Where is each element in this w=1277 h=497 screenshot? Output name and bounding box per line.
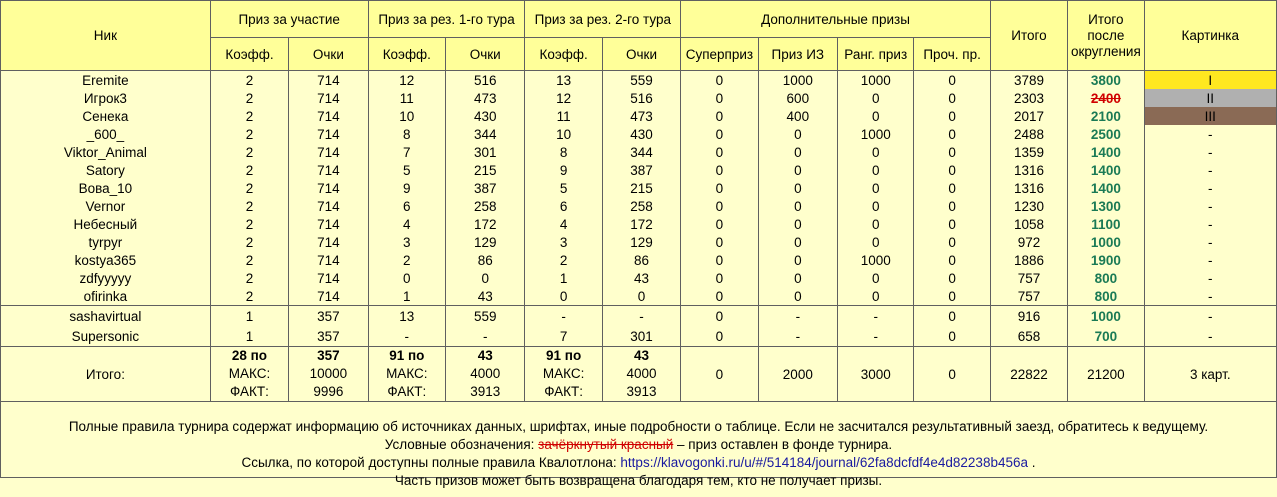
rank-prize-cell: - <box>838 326 914 347</box>
participation-points-cell: 714 <box>289 215 368 233</box>
table-row <box>1 107 1277 125</box>
table-row <box>1 326 1277 347</box>
other-prize-cell: 0 <box>914 326 990 347</box>
header-extra: Дополнительные призы <box>681 1 991 38</box>
participation-points-cell: 714 <box>289 269 368 287</box>
prize-iz-cell: 1000 <box>758 71 837 90</box>
round2-points-cell: 86 <box>602 251 680 269</box>
round2-coef-cell: 8 <box>525 143 602 161</box>
superprize-cell: 0 <box>681 326 758 347</box>
table-row <box>1 179 1277 197</box>
round1-coef-cell: 9 <box>368 179 445 197</box>
round1-points-cell: 430 <box>446 107 525 125</box>
table-row <box>1 197 1277 215</box>
legend-prefix: Условные обозначения: <box>384 437 539 452</box>
other-prize-cell: 0 <box>914 251 990 269</box>
totals-round2-coef: 91 по <box>546 348 582 363</box>
round2-points-cell: 473 <box>602 107 680 125</box>
round2-coef-cell: 0 <box>525 287 602 306</box>
round2-max: 4000 <box>626 366 657 381</box>
round1-points-cell: 516 <box>446 71 525 90</box>
total-cell: 916 <box>990 306 1067 327</box>
max-label: МАКС: <box>386 366 428 381</box>
total-cell: 757 <box>990 269 1067 287</box>
round2-coef-cell: 5 <box>525 179 602 197</box>
round1-coef-cell: 4 <box>368 215 445 233</box>
totals-rank-prize: 3000 <box>838 347 914 402</box>
round2-coef-cell: 13 <box>525 71 602 90</box>
totals-round1-points: 43 <box>477 348 493 363</box>
player-nick-cell: Игрок3 <box>1 89 211 107</box>
round2-coef-cell: 4 <box>525 215 602 233</box>
prize-iz-cell: 0 <box>758 233 837 251</box>
superprize-cell: 0 <box>681 107 758 125</box>
total-cell: 2017 <box>990 107 1067 125</box>
participation-points-cell: 714 <box>289 233 368 251</box>
participation-coef-cell: 2 <box>210 233 288 251</box>
round2-coef-cell: 6 <box>525 197 602 215</box>
round2-coef-cell: 10 <box>525 125 602 143</box>
table-row <box>1 306 1277 327</box>
superprize-cell: 0 <box>681 125 758 143</box>
prize-iz-cell: 0 <box>758 251 837 269</box>
rank-prize-cell: 0 <box>838 215 914 233</box>
round2-points-cell: 215 <box>602 179 680 197</box>
picture-cell: - <box>1144 125 1276 143</box>
round1-coef-cell: 7 <box>368 143 445 161</box>
link-prefix: Ссылка, по которой доступны полные правила Квалотлона: <box>241 455 621 470</box>
prize-iz-cell: 0 <box>758 269 837 287</box>
totals-row <box>1 347 1277 402</box>
participation-points-cell: 714 <box>289 179 368 197</box>
participation-coef-cell: 2 <box>210 179 288 197</box>
picture-cell: - <box>1144 179 1276 197</box>
participation-points-cell: 714 <box>289 89 368 107</box>
round2-points-cell: 301 <box>602 326 680 347</box>
total-cell: 2303 <box>990 89 1067 107</box>
player-nick-cell: Viktor_Animal <box>1 143 211 161</box>
participation-coef-cell: 1 <box>210 326 288 347</box>
round1-points-cell: 258 <box>446 197 525 215</box>
header-nick: Ник <box>1 1 211 71</box>
totals-pictures: 3 карт. <box>1144 347 1276 402</box>
superprize-cell: 0 <box>681 287 758 306</box>
participation-coef-cell: 2 <box>210 107 288 125</box>
participation-points-cell: 357 <box>289 306 368 327</box>
total-rounded-cell: 800 <box>1068 287 1144 306</box>
link-suffix: . <box>1028 455 1036 470</box>
player-nick-cell: ofirinka <box>1 287 211 306</box>
fact-label: ФАКТ: <box>230 384 269 399</box>
superprize-cell: 0 <box>681 269 758 287</box>
prize-iz-cell: 0 <box>758 287 837 306</box>
header-rank-prize: Ранг. приз <box>838 38 914 71</box>
table-row <box>1 215 1277 233</box>
prize-iz-cell: 600 <box>758 89 837 107</box>
round1-points-cell: 43 <box>446 287 525 306</box>
legend-struck-sample: зачёркнутый красный <box>538 437 674 452</box>
participation-points-cell: 714 <box>289 143 368 161</box>
other-prize-cell: 0 <box>914 287 990 306</box>
total-cell: 1886 <box>990 251 1067 269</box>
round1-coef-cell: 0 <box>368 269 445 287</box>
notes-line-rules: Полные правила турнира содержат информацию об источниках данных, шрифтах, иные подробности о таблице. Если не засчитался результативный заезд, обратитесь к ведущему. <box>68 419 1209 434</box>
table-row <box>1 89 1277 107</box>
header-round1: Приз за рез. 1-го тура <box>368 1 525 38</box>
superprize-cell: 0 <box>681 143 758 161</box>
participation-points-cell: 714 <box>289 125 368 143</box>
round2-points-cell: 344 <box>602 143 680 161</box>
other-prize-cell: 0 <box>914 161 990 179</box>
fact-label: ФАКТ: <box>544 384 584 399</box>
header-superprize: Суперприз <box>681 38 758 71</box>
superprize-cell: 0 <box>681 233 758 251</box>
other-prize-cell: 0 <box>914 233 990 251</box>
totals-other-prize: 0 <box>914 347 990 402</box>
picture-cell: II <box>1144 89 1276 107</box>
main-rows <box>1 71 1277 306</box>
round2-points-cell: 0 <box>602 287 680 306</box>
round2-fact: 3913 <box>626 384 657 399</box>
round2-coef-cell: 7 <box>525 326 602 347</box>
max-label: МАКС: <box>542 366 585 381</box>
header-coef: Коэфф. <box>210 38 288 71</box>
total-rounded-cell: 1400 <box>1068 161 1144 179</box>
totals-superprize: 0 <box>681 347 758 402</box>
table-row <box>1 269 1277 287</box>
other-prize-cell: 0 <box>914 71 990 90</box>
round2-coef-cell: 11 <box>525 107 602 125</box>
participation-coef-cell: 2 <box>210 125 288 143</box>
rank-prize-cell: 0 <box>838 197 914 215</box>
round2-coef-cell: 9 <box>525 161 602 179</box>
player-nick-cell: Небесный <box>1 215 211 233</box>
total-rounded-cell: 3800 <box>1068 71 1144 90</box>
round2-points-cell: 559 <box>602 71 680 90</box>
fact-label: ФАКТ: <box>387 384 427 399</box>
superprize-cell: 0 <box>681 215 758 233</box>
max-label: МАКС: <box>228 366 271 381</box>
rank-prize-cell: - <box>838 306 914 327</box>
notes-block <box>0 402 1277 488</box>
player-nick-cell: Vernor <box>1 197 211 215</box>
round1-coef-cell: 3 <box>368 233 445 251</box>
picture-cell: - <box>1144 251 1276 269</box>
total-rounded-cell: 800 <box>1068 269 1144 287</box>
total-rounded-cell: 700 <box>1068 326 1144 347</box>
picture-cell: - <box>1144 215 1276 233</box>
total-cell: 1058 <box>990 215 1067 233</box>
total-rounded-cell: 1900 <box>1068 251 1144 269</box>
round2-points-cell: 258 <box>602 197 680 215</box>
round1-points-cell: 86 <box>446 251 525 269</box>
other-prize-cell: 0 <box>914 107 990 125</box>
superprize-cell: 0 <box>681 179 758 197</box>
prize-iz-cell: - <box>758 326 837 347</box>
round1-coef-cell: 12 <box>368 71 445 90</box>
prize-iz-cell: 0 <box>758 179 837 197</box>
other-prize-cell: 0 <box>914 125 990 143</box>
totals-round2-points: 43 <box>634 348 650 363</box>
table-row <box>1 233 1277 251</box>
total-rounded-cell: 1400 <box>1068 179 1144 197</box>
total-cell: 972 <box>990 233 1067 251</box>
rank-prize-cell: 1000 <box>838 125 914 143</box>
picture-cell: - <box>1144 143 1276 161</box>
player-nick-cell: Supersonic <box>1 326 211 347</box>
player-nick-cell: Вова_10 <box>1 179 211 197</box>
round1-points-cell: 0 <box>446 269 525 287</box>
participation-max: 10000 <box>309 366 348 381</box>
legend-suffix: – приз оставлен в фонде турнира. <box>673 437 893 452</box>
round1-points-cell: 129 <box>446 233 525 251</box>
round1-max: 4000 <box>470 366 501 381</box>
header-points: Очки <box>602 38 680 71</box>
participation-coef-cell: 2 <box>210 161 288 179</box>
other-prize-cell: 0 <box>914 215 990 233</box>
superprize-cell: 0 <box>681 306 758 327</box>
rank-prize-cell: 1000 <box>838 251 914 269</box>
picture-cell: - <box>1144 326 1276 347</box>
player-nick-cell: _600_ <box>1 125 211 143</box>
participation-points-cell: 714 <box>289 107 368 125</box>
round2-coef-cell: - <box>525 306 602 327</box>
participation-coef-cell: 1 <box>210 306 288 327</box>
superprize-cell: 0 <box>681 71 758 90</box>
other-prize-cell: 0 <box>914 269 990 287</box>
participation-points-cell: 714 <box>289 197 368 215</box>
round2-points-cell: - <box>602 306 680 327</box>
total-cell: 1230 <box>990 197 1067 215</box>
round1-points-cell: 559 <box>446 306 525 327</box>
prize-iz-cell: - <box>758 306 837 327</box>
player-nick-cell: Satory <box>1 161 211 179</box>
prize-iz-cell: 0 <box>758 161 837 179</box>
round2-points-cell: 387 <box>602 161 680 179</box>
totals-prize-iz: 2000 <box>758 347 837 402</box>
round2-coef-cell: 12 <box>525 89 602 107</box>
header-points: Очки <box>289 38 368 71</box>
table-row <box>1 251 1277 269</box>
table-row <box>1 71 1277 90</box>
player-nick-cell: kostya365 <box>1 251 211 269</box>
round1-points-cell: 387 <box>446 179 525 197</box>
round1-coef-cell: 2 <box>368 251 445 269</box>
picture-cell: - <box>1144 287 1276 306</box>
total-rounded-cell: 2100 <box>1068 107 1144 125</box>
total-cell: 1359 <box>990 143 1067 161</box>
total-rounded-cell: 2400 <box>1068 89 1144 107</box>
participation-coef-cell: 2 <box>210 197 288 215</box>
rank-prize-cell: 0 <box>838 107 914 125</box>
round2-points-cell: 43 <box>602 269 680 287</box>
round1-points-cell: 344 <box>446 125 525 143</box>
notes-line-link <box>1 454 1276 472</box>
total-rounded-cell: 1300 <box>1068 197 1144 215</box>
superprize-cell: 0 <box>681 197 758 215</box>
superprize-cell: 0 <box>681 161 758 179</box>
rank-prize-cell: 0 <box>838 287 914 306</box>
round1-points-cell: 172 <box>446 215 525 233</box>
participation-coef-cell: 2 <box>210 287 288 306</box>
totals-total: 22822 <box>990 347 1067 402</box>
other-prize-cell: 0 <box>914 143 990 161</box>
round2-coef-cell: 2 <box>525 251 602 269</box>
total-rounded-cell: 1100 <box>1068 215 1144 233</box>
round2-coef-cell: 3 <box>525 233 602 251</box>
round1-points-cell: 473 <box>446 89 525 107</box>
header-round2: Приз за рез. 2-го тура <box>525 1 681 38</box>
rank-prize-cell: 1000 <box>838 71 914 90</box>
prize-iz-cell: 0 <box>758 143 837 161</box>
picture-cell: - <box>1144 233 1276 251</box>
total-cell: 3789 <box>990 71 1067 90</box>
other-prize-cell: 0 <box>914 197 990 215</box>
round1-coef-cell: 6 <box>368 197 445 215</box>
table-row <box>1 161 1277 179</box>
round1-coef-cell: 10 <box>368 107 445 125</box>
round1-coef-cell: 1 <box>368 287 445 306</box>
player-nick-cell: Сенека <box>1 107 211 125</box>
table-row <box>1 143 1277 161</box>
picture-cell: I <box>1144 71 1276 90</box>
header-points: Очки <box>446 38 525 71</box>
total-cell: 757 <box>990 287 1067 306</box>
superprize-cell: 0 <box>681 89 758 107</box>
round1-points-cell: 301 <box>446 143 525 161</box>
player-nick-cell: sashavirtual <box>1 306 211 327</box>
totals-label: Итого: <box>1 347 211 402</box>
other-prize-cell: 0 <box>914 179 990 197</box>
participation-coef-cell: 2 <box>210 71 288 90</box>
round1-points-cell: - <box>446 326 525 347</box>
participation-fact: 9996 <box>313 384 344 399</box>
header-other-prize: Проч. пр. <box>914 38 990 71</box>
total-cell: 2488 <box>990 125 1067 143</box>
round1-coef-cell: - <box>368 326 445 347</box>
header-coef: Коэфф. <box>368 38 445 71</box>
rules-link[interactable]: https://klavogonki.ru/u/#/514184/journal/62fa8dcfdf4e4d82238b456a <box>620 455 1028 470</box>
participation-coef-cell: 2 <box>210 89 288 107</box>
player-nick-cell: zdfyyyyy <box>1 269 211 287</box>
prize-iz-cell: 0 <box>758 125 837 143</box>
prize-iz-cell: 400 <box>758 107 837 125</box>
total-cell: 1316 <box>990 161 1067 179</box>
table-row <box>1 287 1277 306</box>
round1-points-cell: 215 <box>446 161 525 179</box>
picture-cell: - <box>1144 269 1276 287</box>
total-rounded-cell: 1000 <box>1068 306 1144 327</box>
round2-points-cell: 430 <box>602 125 680 143</box>
round2-points-cell: 172 <box>602 215 680 233</box>
header-prize-iz: Приз ИЗ <box>758 38 837 71</box>
rank-prize-cell: 0 <box>838 143 914 161</box>
header-picture: Картинка <box>1144 1 1276 71</box>
rank-prize-cell: 0 <box>838 269 914 287</box>
round2-points-cell: 516 <box>602 89 680 107</box>
total-rounded-cell: 2500 <box>1068 125 1144 143</box>
round1-coef-cell: 11 <box>368 89 445 107</box>
round2-coef-cell: 1 <box>525 269 602 287</box>
table-row <box>1 125 1277 143</box>
rank-prize-cell: 0 <box>838 179 914 197</box>
rank-prize-cell: 0 <box>838 161 914 179</box>
total-rounded-cell: 1000 <box>1068 233 1144 251</box>
picture-cell: - <box>1144 306 1276 327</box>
header-total: Итого <box>990 1 1067 71</box>
notes-line-refund: Часть призов может быть возвращена благодаря тем, кто не получает призы. <box>394 473 883 488</box>
player-nick-cell: tyrpyr <box>1 233 211 251</box>
totals-round1-coef: 91 по <box>389 348 425 363</box>
round1-coef-cell: 8 <box>368 125 445 143</box>
rank-prize-cell: 0 <box>838 89 914 107</box>
player-nick-cell: Eremite <box>1 71 211 90</box>
totals-participation-points: 357 <box>317 348 340 363</box>
participation-points-cell: 714 <box>289 161 368 179</box>
superprize-cell: 0 <box>681 251 758 269</box>
totals-participation-coef: 28 по <box>231 348 268 363</box>
round1-fact: 3913 <box>470 384 501 399</box>
picture-cell: - <box>1144 197 1276 215</box>
totals-rounded: 21200 <box>1068 347 1144 402</box>
round2-points-cell: 129 <box>602 233 680 251</box>
header-total-rounded: Итого после округления <box>1068 1 1144 71</box>
participation-points-cell: 714 <box>289 251 368 269</box>
participation-points-cell: 714 <box>289 71 368 90</box>
total-cell: 658 <box>990 326 1067 347</box>
participation-coef-cell: 2 <box>210 143 288 161</box>
notes-line-legend <box>1 436 1276 454</box>
rank-prize-cell: 0 <box>838 233 914 251</box>
extra-rows <box>1 306 1277 347</box>
picture-cell: - <box>1144 161 1276 179</box>
participation-coef-cell: 2 <box>210 251 288 269</box>
round1-coef-cell: 13 <box>368 306 445 327</box>
total-rounded-cell: 1400 <box>1068 143 1144 161</box>
header-coef: Коэфф. <box>525 38 602 71</box>
prize-iz-cell: 0 <box>758 215 837 233</box>
round1-coef-cell: 5 <box>368 161 445 179</box>
other-prize-cell: 0 <box>914 89 990 107</box>
picture-cell: III <box>1144 107 1276 125</box>
participation-points-cell: 714 <box>289 287 368 306</box>
total-cell: 1316 <box>990 179 1067 197</box>
participation-coef-cell: 2 <box>210 269 288 287</box>
participation-coef-cell: 2 <box>210 215 288 233</box>
participation-points-cell: 357 <box>289 326 368 347</box>
other-prize-cell: 0 <box>914 306 990 327</box>
header-participation: Приз за участие <box>210 1 368 38</box>
prize-iz-cell: 0 <box>758 197 837 215</box>
